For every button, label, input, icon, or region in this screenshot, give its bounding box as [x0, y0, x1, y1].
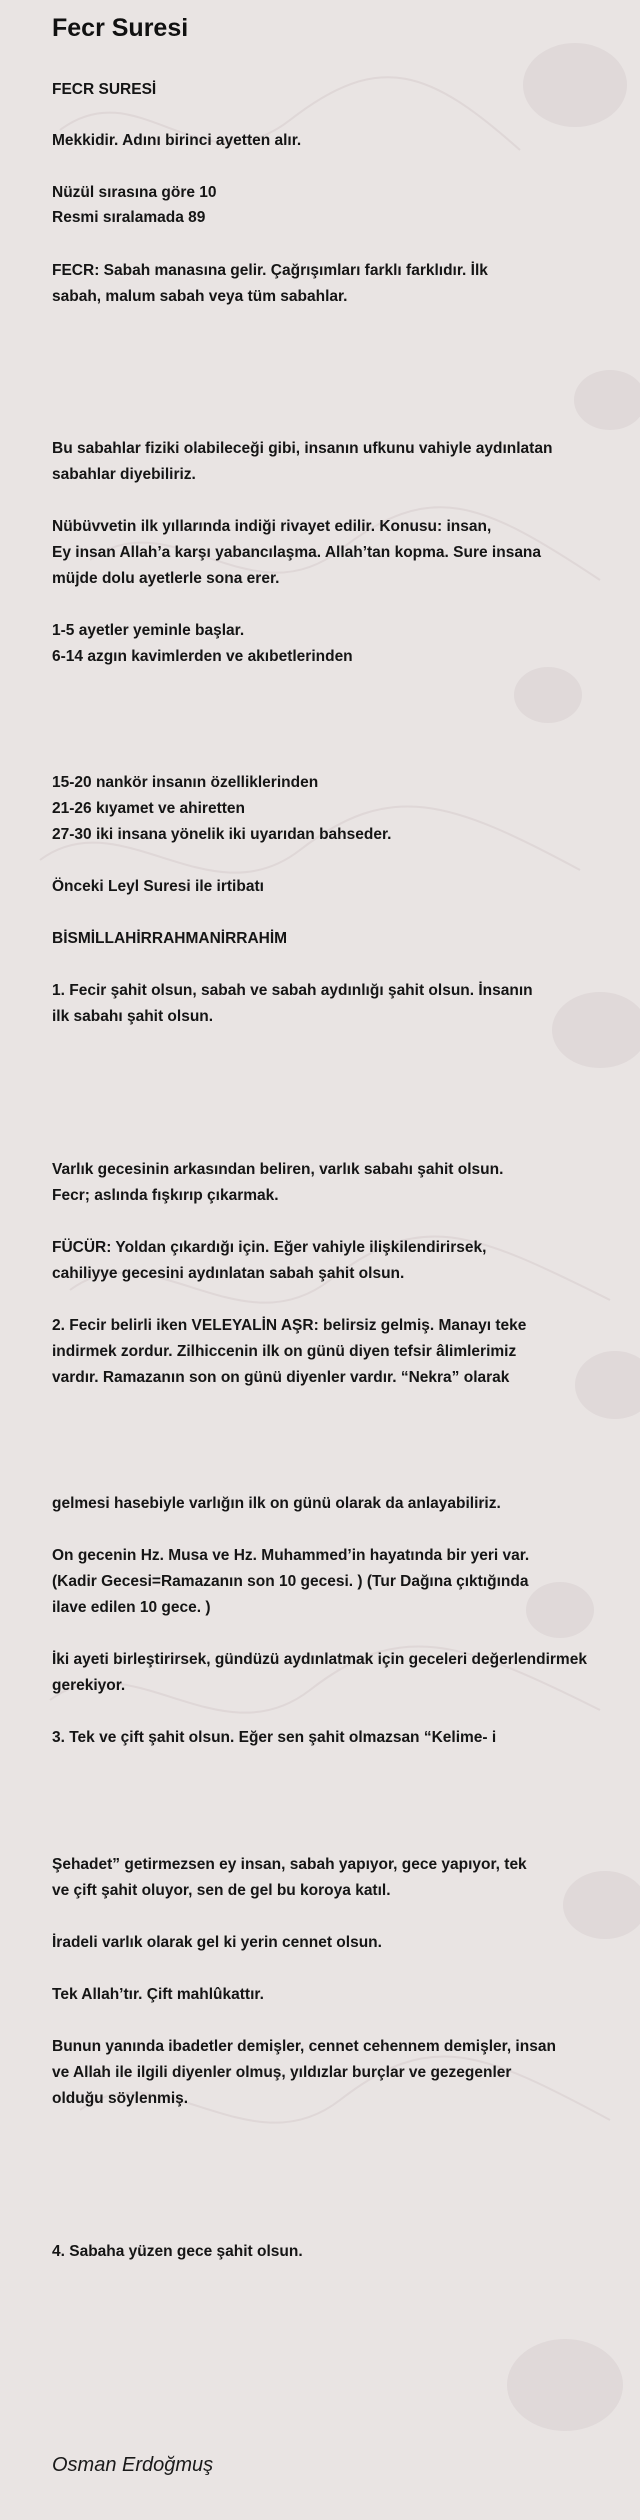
poem-line: Ey insan Allah’a karşı yabancılaşma. Allah’tan kopma. Sure insana	[52, 544, 542, 561]
poem-line: 2. Fecir belirli iken VELEYALİN AŞR: belirsiz gelmiş. Manayı teke	[52, 1317, 527, 1334]
poem-line: gelmesi hasebiyle varlığın ilk on günü olarak da anlayabiliriz.	[52, 1495, 501, 1512]
poem-line: cahiliyye gecesini aydınlatan sabah şahit olsun.	[52, 1265, 405, 1282]
poem-line: Şehadet” getirmezsen ey insan, sabah yapıyor, gece yapıyor, tek	[52, 1856, 527, 1873]
poem-line: Nüzül sırasına göre 10	[52, 184, 217, 201]
poem-line: vardır. Ramazanın son on günü diyenler vardır. “Nekra” olarak	[52, 1369, 510, 1386]
poem-line: müjde dolu ayetlerle sona erer.	[52, 570, 280, 587]
poem-line: 1. Fecir şahit olsun, sabah ve sabah aydınlığı şahit olsun. İnsanın	[52, 982, 533, 999]
poem-line: (Kadir Gecesi=Ramazanın son 10 gecesi. ) (Tur Dağına çıktığında	[52, 1573, 529, 1590]
poem-line: Tek Allah’tır. Çift mahlûkattır.	[52, 1986, 264, 2003]
poem-line: BİSMİLLAHİRRAHMANİRRAHİM	[52, 930, 288, 947]
poem-line: 27-30 iki insana yönelik iki uyarıdan bahseder.	[52, 826, 392, 843]
poem-line: Nübüvvetin ilk yıllarında indiği rivayet edilir. Konusu: insan,	[52, 518, 492, 535]
poem-line: FÜCÜR: Yoldan çıkardığı için. Eğer vahiyle ilişkilendirirsek,	[52, 1239, 487, 1256]
page-title: Fecr Suresi	[52, 14, 189, 42]
poem-line: indirmek zordur. Zilhiccenin ilk on günü diyen tefsir âlimlerimiz	[52, 1343, 517, 1360]
poem-line: 4. Sabaha yüzen gece şahit olsun.	[52, 2243, 303, 2260]
poem-line: 21-26 kıyamet ve ahiretten	[52, 800, 245, 817]
poem-line: Mekkidir. Adını birinci ayetten alır.	[52, 132, 302, 149]
poem-line: Fecr; aslında fışkırıp çıkarmak.	[52, 1187, 279, 1204]
poem-line: İradeli varlık olarak gel ki yerin cennet olsun.	[52, 1934, 382, 1951]
poem-line: Resmi sıralamada 89	[52, 209, 206, 226]
poem-line: 1-5 ayetler yeminle başlar.	[52, 622, 245, 639]
poem-line: On gecenin Hz. Musa ve Hz. Muhammed’in hayatında bir yeri var.	[52, 1547, 530, 1564]
poem-line: 15-20 nankör insanın özelliklerinden	[52, 774, 319, 791]
poem-line: ilk sabahı şahit olsun.	[52, 1008, 214, 1025]
poem-line: FECR: Sabah manasına gelir. Çağrışımları farklı farklıdır. İlk	[52, 262, 488, 279]
poem-line: Bu sabahlar fiziki olabileceği gibi, insanın ufkunu vahiyle aydınlatan	[52, 440, 553, 457]
poem-line: sabah, malum sabah veya tüm sabahlar.	[52, 288, 348, 305]
poem-line: olduğu söylenmiş.	[52, 2090, 189, 2107]
poem-line: ve çift şahit oluyor, sen de gel bu koroya katıl.	[52, 1882, 391, 1899]
poem-line: gerekiyor.	[52, 1677, 126, 1694]
poem-line: ilave edilen 10 gece. )	[52, 1599, 211, 1616]
poem-line: 6-14 azgın kavimlerden ve akıbetlerinden	[52, 648, 353, 665]
poem-line: Varlık gecesinin arkasından beliren, varlık sabahı şahit olsun.	[52, 1161, 504, 1178]
poem-line: sabahlar diyebiliriz.	[52, 466, 196, 483]
author-name: Osman Erdoğmuş	[52, 2454, 214, 2476]
poem-line: İki ayeti birleştirirsek, gündüzü aydınlatmak için geceleri değerlendirmek	[52, 1651, 587, 1668]
poem-line: Bunun yanında ibadetler demişler, cennet cehennem demişler, insan	[52, 2038, 556, 2055]
poem-line: 3. Tek ve çift şahit olsun. Eğer sen şahit olmazsan “Kelime- i	[52, 1729, 497, 1746]
poem-line: Önceki Leyl Suresi ile irtibatı	[52, 878, 264, 895]
poem-line: FECR SURESİ	[52, 81, 157, 98]
poem-line: ve Allah ile ilgili diyenler olmuş, yıldızlar burçlar ve gezegenler	[52, 2064, 512, 2081]
